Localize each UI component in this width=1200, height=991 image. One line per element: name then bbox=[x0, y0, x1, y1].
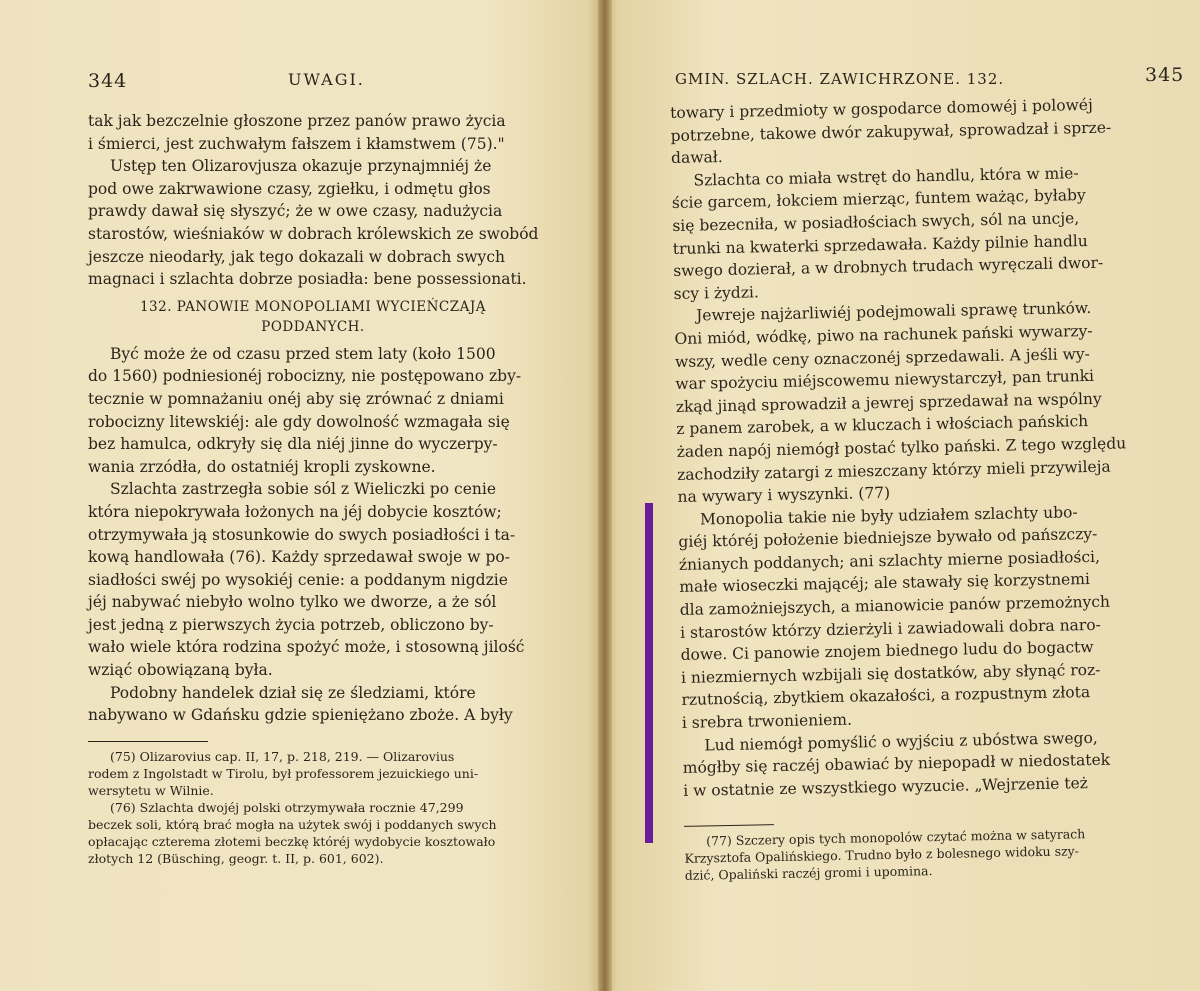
right-running-title: GMIN. SZLACH. ZAWICHRZONE. 132. bbox=[675, 70, 1005, 88]
text-line: nabywano w Gdańsku gdzie spieniężano zboże. A były bbox=[88, 706, 513, 725]
text-line: tak jak bezczelnie głoszone przez panów prawo życia bbox=[88, 112, 506, 130]
footnote-line: Krzysztofa Opalińskiego. Trudno było z bolesnego widoku szy- bbox=[684, 843, 1080, 867]
text-line: trunki na kwaterki sprzedawała. Każdy pilnie handlu bbox=[672, 231, 1088, 258]
text-line: wało wiele która rodzina spożyć może, i stosowną jilość bbox=[88, 638, 525, 657]
left-footnotes bbox=[88, 748, 538, 867]
text-line: Lud niemógł pomyślić o wyjściu z ubóstwa swego, bbox=[704, 728, 1098, 755]
text-line: wania zrzódła, do ostatniéj kropli zyskowne. bbox=[88, 457, 436, 476]
footnote-line: (77) Szczery opis tych monopolów czytać można w satyrach bbox=[706, 826, 1086, 849]
right-page bbox=[610, 0, 1200, 991]
left-running-title: UWAGI. bbox=[288, 70, 365, 89]
footnote-line: złotych 12 (Büsching, geogr. t. II, p. 601, 602). bbox=[88, 850, 384, 866]
text-line: swego dozierał, a w drobnych trudach wyręczali dwor- bbox=[673, 253, 1104, 281]
text-line: towary i przedmioty w gospodarce domowéj i polowéj bbox=[670, 95, 1093, 122]
right-footnotes bbox=[684, 824, 1170, 884]
text-line: Szlachta zastrzegła sobie sól z Wieliczki po cenie bbox=[110, 480, 497, 499]
text-line: Podobny handelek dział się ze śledziami, które bbox=[110, 683, 476, 702]
text-line: bez hamulca, odkryły się dla niéj jinne do wyczerpy- bbox=[88, 435, 498, 454]
footnote-rule bbox=[88, 741, 208, 742]
text-line: war spożyciu miéjscowemu niewystarczył, pan trunki bbox=[675, 367, 1095, 394]
text-line: Monopolia takie nie były udziałem szlachty ubo- bbox=[699, 502, 1078, 529]
text-line: ście garcem, łokciem mierząc, funtem ważąc, byłaby bbox=[671, 186, 1086, 213]
text-line: wziąć obowiązaną była. bbox=[88, 661, 273, 680]
text-line: jeszcze nieodarły, jak tego dokazali w dobrach swych bbox=[88, 247, 505, 266]
text-line: która niepokrywała łożonych na jéj dobycie kosztów; bbox=[88, 502, 502, 521]
text-line: jest jedną z pierwszych życia potrzeb, obliczono by- bbox=[88, 615, 494, 634]
text-line: giéj któréj położenie biedniejsze bywało od pańszczy- bbox=[678, 525, 1098, 552]
footnote-line: wersytetu w Wilnie. bbox=[88, 782, 214, 798]
footnote-line: opłacając czterema złotemi beczkę któréj wydobycie kosztowało bbox=[88, 833, 496, 849]
text-line: i śmierci, jest zuchwałym fałszem i kłamstwem (75)." bbox=[88, 134, 505, 153]
text-line: i starostów którzy dzierżyli i zawiadowali dobra naro- bbox=[680, 615, 1101, 642]
text-line: pod owe zakrwawione czasy, zgiełku, i odmętu głos bbox=[88, 179, 491, 198]
text-line: jéj nabywać niebyło wolno tylko we dworze, a że sól bbox=[88, 593, 497, 612]
text-line: Oni miód, wódkę, piwo na rachunek pański wywarzy- bbox=[674, 321, 1093, 348]
text-line: kową handlowała (76). Każdy sprzedawał swoje w po- bbox=[88, 548, 510, 567]
text-line: wszy, wedle ceny oznaczonéj sprzedawali. A jeśli wy- bbox=[674, 344, 1090, 371]
text-line: scy i żydzi. bbox=[673, 283, 759, 303]
text-line: na wywary i wyszynki. (77) bbox=[677, 483, 891, 507]
text-line: małe wioseczki mającéj; ale stawały się korzystnemi bbox=[679, 570, 1091, 597]
text-line: i niezmiernych wzbijali się dostatków, aby słynąć roz- bbox=[680, 660, 1101, 687]
text-line: zkąd jinąd sprowadził a jewrej sprzedawał na wspólny bbox=[675, 389, 1102, 416]
text-line: i srebra trwonieniem. bbox=[681, 710, 853, 732]
text-line: dowe. Ci panowie znojem biednego ludu do bogactw bbox=[680, 638, 1094, 665]
footnote-line: (75) Olizarovius cap. II, 17, p. 218, 219. — Olizarovius bbox=[110, 748, 455, 764]
section-heading bbox=[88, 297, 538, 337]
text-line: prawdy dawał się słyszyć; że w owe czasy, nadużycia bbox=[88, 202, 503, 221]
text-line: żaden napój niemógł postać tylko pański. Z tego względu bbox=[676, 434, 1127, 461]
text-line: dla zamożniejszych, a mianowicie panów przemożnych bbox=[679, 592, 1111, 619]
right-page-number: 345 bbox=[1145, 64, 1185, 86]
left-page-text bbox=[88, 110, 538, 867]
text-line: dawał. bbox=[670, 148, 723, 168]
text-line: tecznie w pomnażaniu onéj aby się zrównać z dniami bbox=[88, 389, 504, 408]
text-line: Być może że od czasu przed stem laty (koło 1500 bbox=[110, 344, 496, 363]
footnote-line: beczek soli, którą brać mogła na użytek swój i poddanych swych bbox=[88, 816, 497, 832]
text-line: Szlachta co miała wstręt do handlu, która w mie- bbox=[693, 163, 1079, 190]
footnote-rule bbox=[684, 825, 774, 828]
text-line: się bezecniła, w posiadłościach swych, sól na uncje, bbox=[672, 209, 1080, 235]
text-line: otrzymywała ją stosunkowie do swych posiadłości i ta- bbox=[88, 525, 516, 544]
text-line: robocizny litewskiéj: ale gdy dowolność wzmagała się bbox=[88, 412, 510, 431]
right-page-text bbox=[670, 93, 1170, 885]
text-line: starostów, wieśniaków w dobrach królewskich ze swobód bbox=[88, 224, 539, 243]
footnote-line: dzić, Opaliński raczéj gromi i upomina. bbox=[684, 863, 933, 884]
left-page-number: 344 bbox=[88, 70, 128, 92]
text-line: zachodziły zatargi z mieszczany którzy mieli przywileja bbox=[676, 457, 1111, 484]
text-line: magnaci i szlachta dobrze posiadła: bene possessionati. bbox=[88, 270, 527, 289]
text-line: do 1560) podniesionéj robocizny, nie postępowano zby- bbox=[88, 367, 522, 386]
section-heading-line: PODDANYCH. bbox=[261, 318, 365, 335]
text-line: Jewreje najżarliwiéj podejmowali sprawę trunków. bbox=[695, 299, 1092, 325]
section-heading-line: 132. PANOWIE MONOPOLIAMI WYCIEŃCZAJĄ bbox=[139, 298, 487, 315]
text-line: Ustęp ten Olizarovjusza okazuje przynajmniéj że bbox=[110, 157, 492, 176]
text-line: z panem zarobek, a w kluczach i włościach pańskich bbox=[676, 412, 1089, 439]
text-line: mógłby się raczéj obawiać by niepopadł w niedostatek bbox=[682, 750, 1111, 778]
text-line: potrzebne, takowe dwór zakupywał, sprowadzał i sprze- bbox=[670, 118, 1112, 145]
text-line: siadłości swéj po wysokiéj cenie: a poddanym nigdzie bbox=[88, 570, 508, 589]
text-line: i w ostatnie ze wszystkiego wyzucie. „Wejrzenie też bbox=[683, 773, 1089, 800]
text-line: rzutnością, zbytkiem okazałości, a rozpustnym złota bbox=[681, 683, 1091, 710]
purple-margin-marker bbox=[645, 503, 653, 843]
text-line: źnianych poddanych; ani szlachty mierne posiadłości, bbox=[678, 547, 1101, 574]
footnote-line: (76) Szlachta dwojéj polski otrzymywała rocznie 47,299 bbox=[110, 799, 464, 815]
footnote-line: rodem z Ingolstadt w Tirolu, był professorem jezuickiego uni- bbox=[88, 765, 479, 781]
